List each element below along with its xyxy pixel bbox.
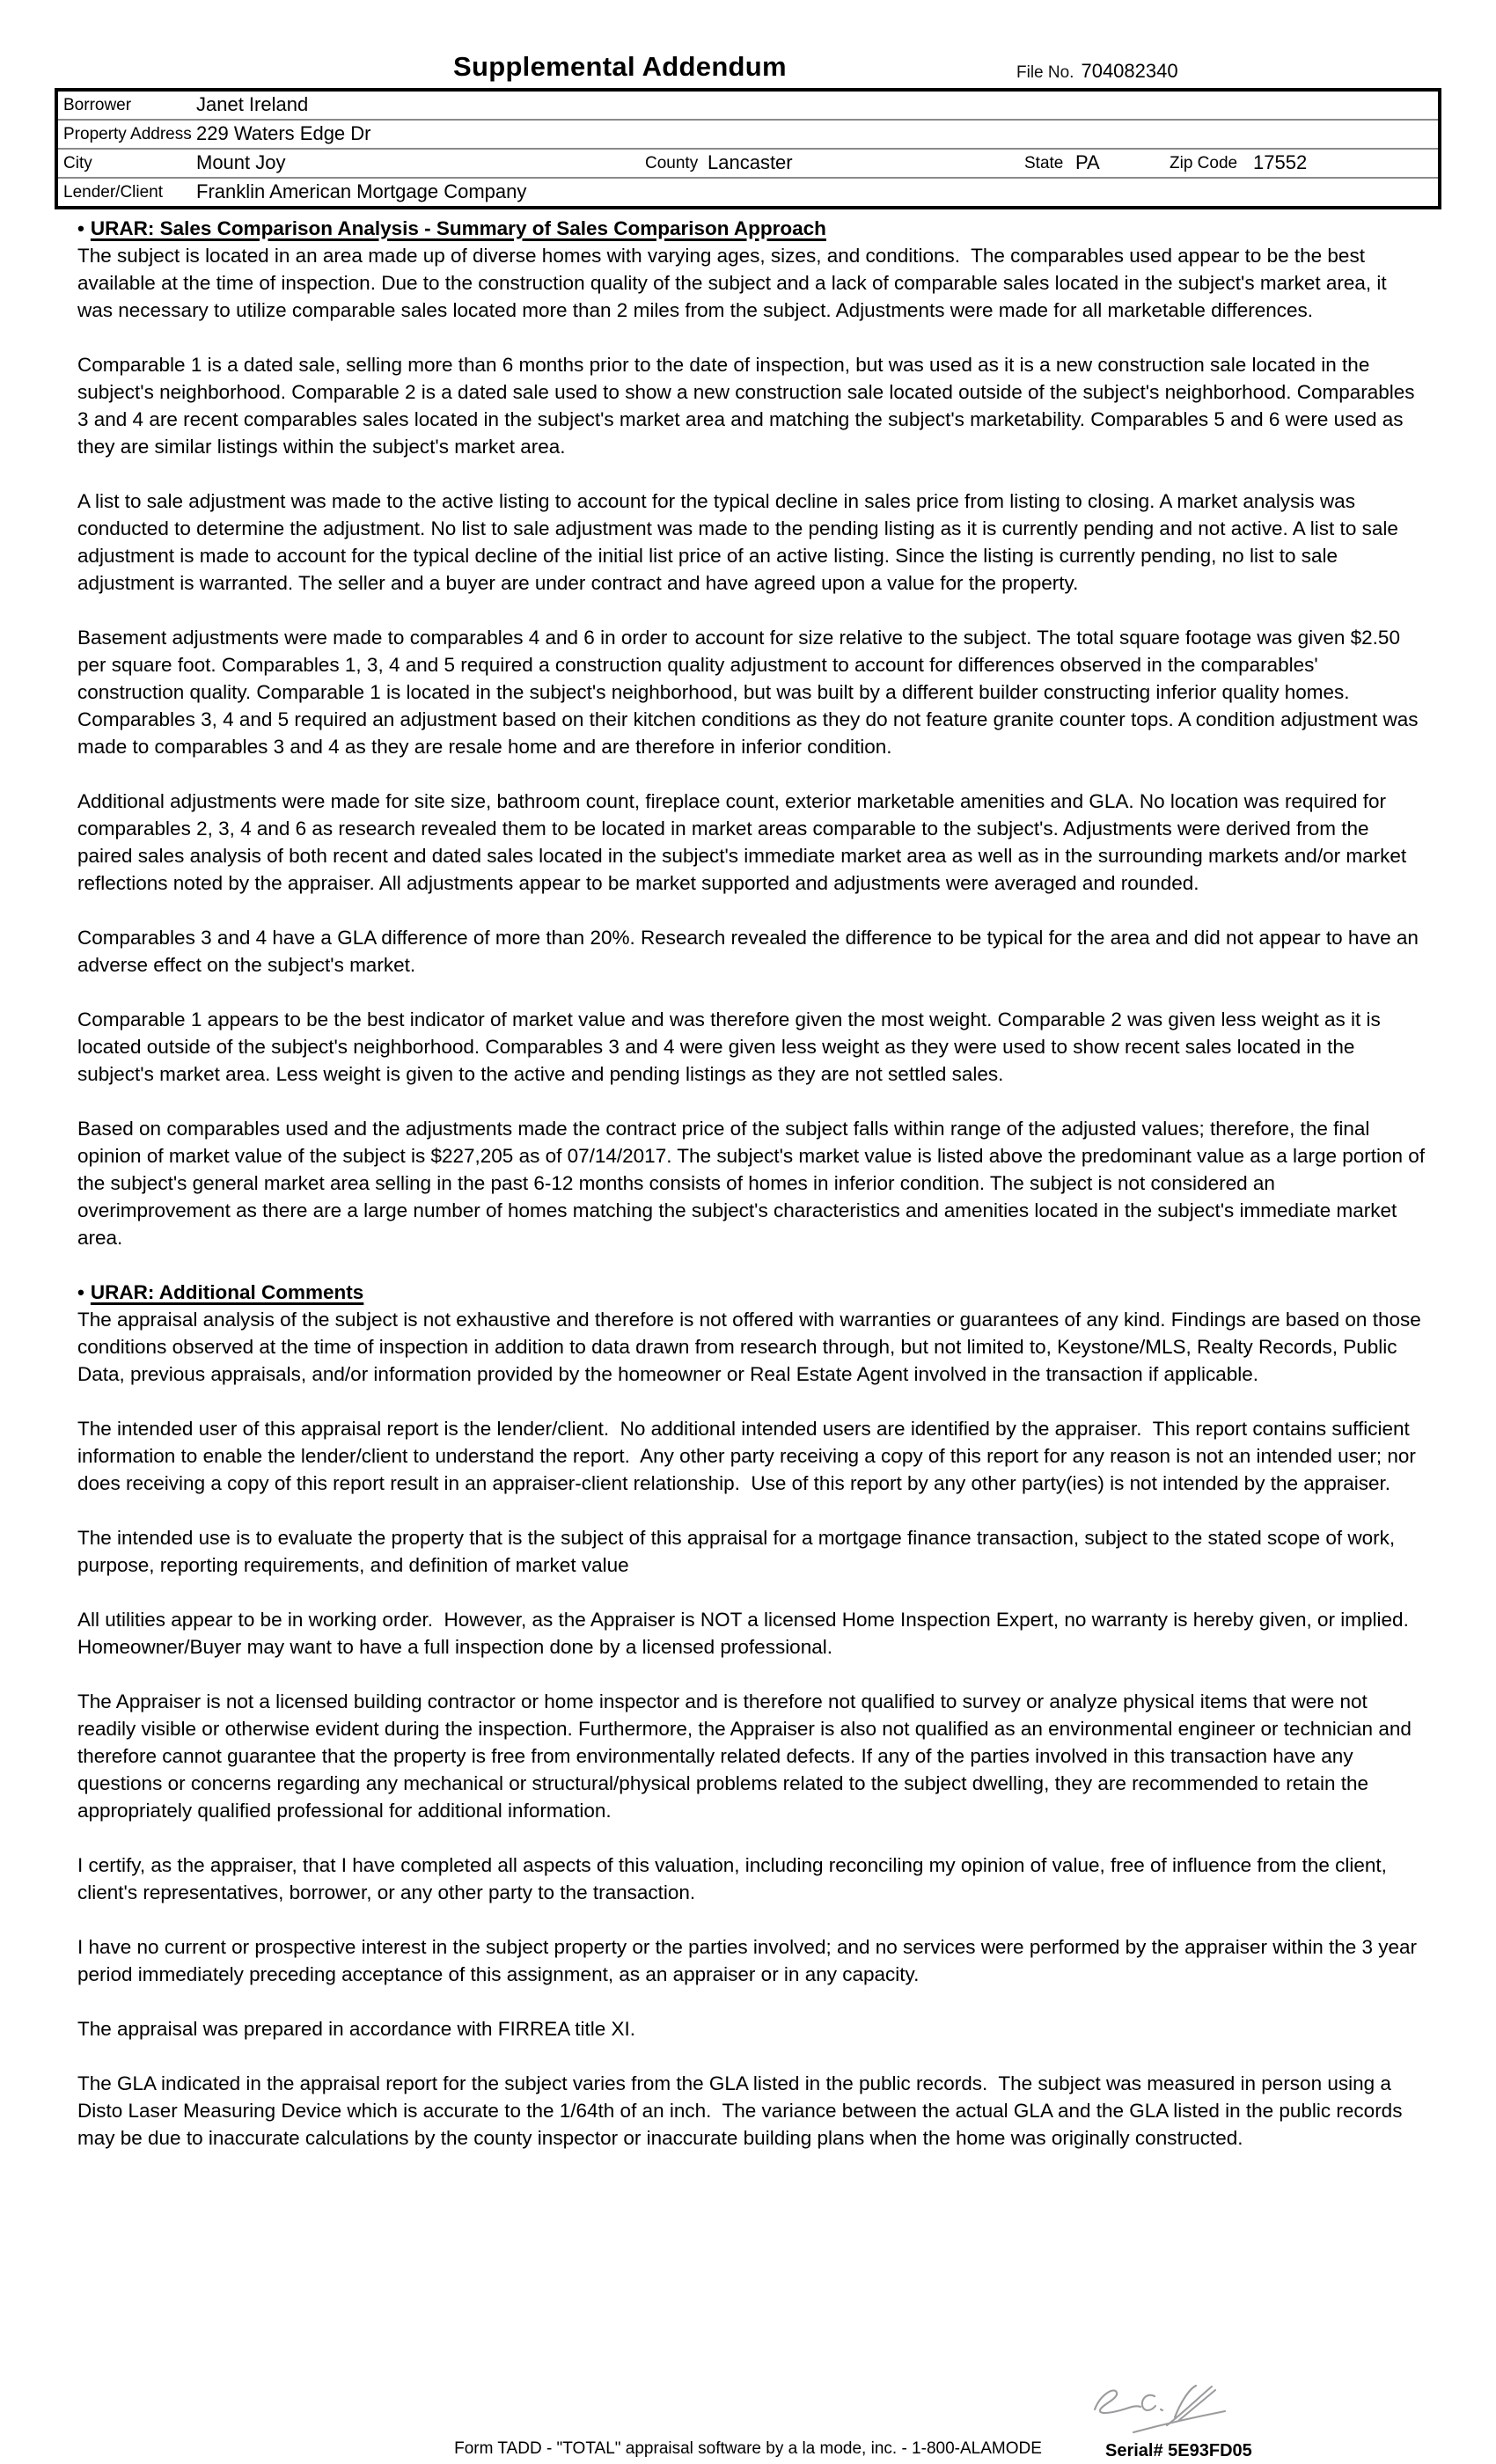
lender-client-label: Lender/Client — [63, 183, 164, 202]
body-paragraph: Basement adjustments were made to comparables 4 and 6 in order to account for size relative to the subject. The total square footage was given $2.50 per square foot. Comparables 1, 3, 4 and 5 required a construction quality adjustment to account for differences observed in the comparables' construction quality. Comparable 1 is located in the subject's neighborhood, but was built by a different builder constructing inferior quality homes. Comparables 3, 4 and 5 required an adjustment based on their kitchen conditions as they do not feature granite counter tops. A condition adjustment was made to comparables 3 and 4 as they are resale home and are therefore in inferior condition. — [77, 627, 1424, 758]
table-row-city-county-state-zip — [58, 150, 1438, 179]
table-row-property-address — [58, 121, 1438, 150]
body-paragraph: All utilities appear to be in working order. However, as the Appraiser is NOT a licensed Home Inspection Expert, no warranty is hereby given, or implied. Homeowner/Buyer may want to have a full inspection done by a licensed professional. — [77, 1609, 1420, 1658]
county-value: Lancaster — [708, 151, 793, 173]
section-heading-text: URAR: Additional Comments — [90, 1281, 364, 1303]
body-paragraph: The Appraiser is not a licensed building contractor or home inspector and is therefore not qualified to survey or analyze physical items that were not readily visible or otherwise evident during the inspection. Furthermore, the Appraiser is also not qualified as an environmental engineer or technician and therefore cannot guarantee that the property is free from environmentally related defects. If any of the parties involved in this transaction have any questions or concerns regarding any mechanical or structural/physical problems related to the subject dwelling, they are recommended to retain the appropriately qualified professional for additional information. — [77, 1690, 1418, 1822]
body-paragraph: A list to sale adjustment was made to the active listing to account for the typical decline in sales price from listing to closing. A market analysis was conducted to determine the adjustment. No list to sale adjustment was made to the pending listing as it is currently pending and not active. A list to sale adjustment is made to account for the typical decline of the initial list price of an active listing. Since the listing is currently pending, no list to sale adjustment is warranted. The seller and a buyer are under contract and have agreed upon a value for the property. — [77, 490, 1404, 594]
property-address-value: 229 Waters Edge Dr — [196, 122, 371, 144]
file-number-value: 704082340 — [1081, 60, 1178, 82]
city-label: City — [63, 154, 92, 172]
zip-code-label: Zip Code — [1170, 154, 1238, 172]
county-label: County — [645, 154, 699, 172]
state-label: State — [1024, 154, 1064, 172]
body-paragraph: The subject is located in an area made up of diverse homes with varying ages, sizes, and conditions. The comparables used appear to be the best available at the time of inspection. Due to the construction quality of the subject and a lack of comparable sales located in the subject's market area, it was necessary to utilize comparable sales located more than 2 miles from the subject. Adjustments were made for all marketable differences. — [77, 245, 1392, 321]
property-info-table — [55, 88, 1441, 209]
page-title: Supplemental Addendum — [453, 51, 787, 82]
zip-code-value: 17552 — [1253, 151, 1308, 173]
body-paragraph: The intended user of this appraisal report is the lender/client. No additional intended users are identified by the appraiser. This report contains sufficient information to enable the lender/client to understand the report. Any other party receiving a copy of this report for any reason is not an intended user; nor does receiving a copy of this report result in an appraiser-client relationship. Use of this report by any other party(ies) is not intended by the appraiser. — [77, 1418, 1422, 1494]
body-paragraph: Comparables 3 and 4 have a GLA difference of more than 20%. Research revealed the difference to be typical for the area and did not appear to have an adverse effect on the subject's market. — [77, 927, 1425, 976]
body-paragraph: The intended use is to evaluate the property that is the subject of this appraisal for a mortgage finance transaction, subject to the stated scope of work, purpose, reporting requirements, and definition of market value — [77, 1527, 1401, 1576]
city-value: Mount Joy — [196, 151, 286, 173]
body-paragraph: The appraisal analysis of the subject is not exhaustive and therefore is not offered with warranties or guarantees of any kind. Findings are based on those conditions observed at the time of inspection in addition to data drawn from research through, but not limited to, Keystone/MLS, Realty Records, Public Data, previous appraisals, and/or information provided by the homeowner or Real Estate Agent involved in the transaction if applicable. — [77, 1309, 1427, 1385]
property-address-label: Property Address — [63, 125, 192, 143]
bullet-icon: • — [77, 217, 84, 239]
file-number — [1016, 60, 1178, 83]
borrower-label: Borrower — [63, 96, 132, 114]
body-paragraph: Comparable 1 appears to be the best indicator of market value and was therefore given the most weight. Comparable 2 was given less weight as it is located outside of the subject's neighborhood. Comparables 3 and 4 were given less weight as they were used to show recent sales located in the subject's market area. Less weight is given to the active and pending listings as they are not settled sales. — [77, 1008, 1387, 1085]
body-paragraph: I certify, as the appraiser, that I have completed all aspects of this valuation, including reconciling my opinion of value, free of influence from the client, client's representatives, borrower, or any other party to the transaction. — [77, 1854, 1393, 1903]
body-paragraph: Additional adjustments were made for site size, bathroom count, fireplace count, exterior marketable amenities and GLA. No location was required for comparables 2, 3, 4 and 6 as research revealed them to be located in market areas comparable to the subject's. Adjustments were derived from the paired sales analysis of both recent and dated sales located in the subject's immediate market area as well as in the surrounding markets and/or market reflections noted by the appraiser. All adjustments appear to be market supported and adjustments were averaged and rounded. — [77, 790, 1412, 894]
page-header — [0, 0, 1496, 88]
section-heading-sales-comparison — [77, 215, 1426, 242]
borrower-value: Janet Ireland — [196, 93, 309, 115]
body-paragraph: I have no current or prospective interest in the subject property or the parties involved; and no services were performed by the appraiser within the 3 year period immediately preceding acceptance of this assignment, as an appraiser or in any capacity. — [77, 1936, 1423, 1985]
file-number-label: File No. — [1016, 63, 1074, 82]
state-value: PA — [1075, 151, 1100, 173]
lender-client-value: Franklin American Mortgage Company — [196, 180, 527, 202]
addendum-body — [77, 215, 1431, 2179]
section-heading-additional-comments — [77, 1279, 1426, 1306]
table-row-lender-client — [58, 179, 1438, 206]
body-paragraph: The GLA indicated in the appraisal report for the subject varies from the GLA listed in the public records. The subject was measured in person using a Disto Laser Measuring Device which is accurate to the 1/64th of an inch. The variance between the actual GLA and the GLA listed in the public records may be due to inaccurate calculations by the county inspector or inaccurate building plans when the home was originally constructed. — [77, 2072, 1408, 2149]
body-paragraph: The appraisal was prepared in accordance with FIRREA title XI. — [77, 2018, 636, 2040]
section-heading-text: URAR: Sales Comparison Analysis - Summary of Sales Comparison Approach — [90, 217, 826, 239]
footer-serial-number: Serial# 5E93FD05 — [1105, 2441, 1252, 2460]
signature-image — [1089, 2381, 1230, 2438]
bullet-icon: • — [77, 1281, 84, 1303]
body-paragraph: Comparable 1 is a dated sale, selling more than 6 months prior to the date of inspection, but was used as it is a new construction sale located in the subject's neighborhood. Comparable 2 is a dated sale used to show a new construction sale located outside of the subject's neighborhood. Comparables 3 and 4 are recent comparables sales located in the subject's market area and matching the subject's marketability. Comparables 5 and 6 were used as they are similar listings within the subject's market area. — [77, 354, 1420, 458]
footer-form-text: Form TADD - "TOTAL" appraisal software by a la mode, inc. - 1-800-ALAMODE — [454, 2439, 1042, 2458]
table-row-borrower — [58, 92, 1438, 121]
body-paragraph: Based on comparables used and the adjustments made the contract price of the subject falls within range of the adjusted values; therefore, the final opinion of market value of the subject is $227,205 as of 07/14/2017. The subject's market value is listed above the predominant value as a large portion of the subject's general market area selling in the past 6-12 months consists of homes in inferior condition. The subject is not considered an overimprovement as there are a large number of homes matching the subject's characteristics and amenities located in the subject's immediate market area. — [77, 1118, 1431, 1249]
